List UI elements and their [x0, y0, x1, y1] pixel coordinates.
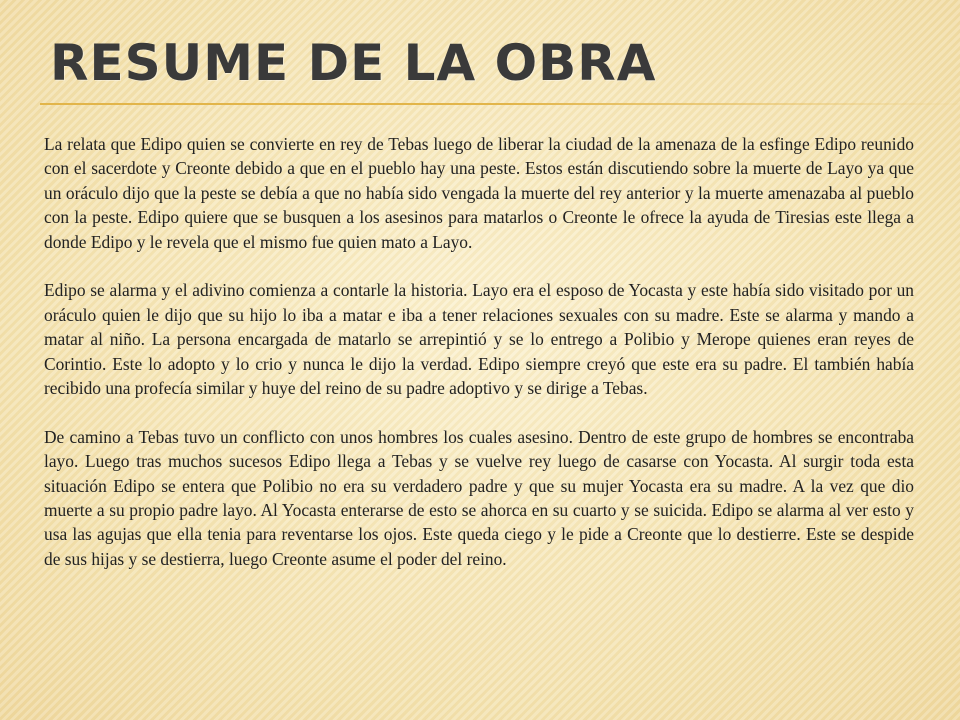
slide-body: [44, 132, 914, 596]
title-underline: [40, 103, 510, 105]
slide-title: RESUME DE LA OBRA: [50, 34, 657, 92]
body-paragraph-2: Edipo se alarma y el adivino comienza a contarle la historia. Layo era el esposo de Yocasta y este había sido visitado por un oráculo quien le dijo que su hijo lo iba a matar e iba a tener relaciones sexuales con su madre. Este se alarma y mando a matar al niño. La persona encargada de matarlo se arrepintió y se lo entrego a Polibio y Merope quienes eran reyes de Corintio. Este lo adopto y lo crio y nunca le dijo la verdad. Edipo siempre creyó que este era su padre. El también había recibido una profecía similar y huye del reino de su padre adoptivo y se dirige a Tebas.: [44, 280, 914, 399]
body-paragraph-1: La relata que Edipo quien se convierte en rey de Tebas luego de liberar la ciudad de la amenaza de la esfinge Edipo reunido con el sacerdote y Creonte debido a que en el pueblo hay una peste. Estos están discutiendo sobre la muerte de Layo ya que un oráculo dijo que la peste se debía a que no había sido vengada la muerte del rey anterior y la muerte amenazaba al pueblo con la peste. Edipo quiere que se busquen a los asesinos para matarlos o Creonte le ofrece la ayuda de Tiresias este llega a donde Edipo y le revela que el mismo fue quien mato a Layo.: [44, 134, 914, 252]
body-paragraph-3: De camino a Tebas tuvo un conflicto con unos hombres los cuales asesino. Dentro de este grupo de hombres se encontraba layo. Luego tras muchos sucesos Edipo llega a Tebas y se vuelve rey luego de casarse con Yocasta. Al surgir toda esta situación Edipo se entera que Polibio no era su verdadero padre y que su mujer Yocasta era su madre. A la vez que dio muerte a su propio padre layo. Al Yocasta enterarse de esto se ahorca en su cuarto y se suicida. Edipo se alarma al ver esto y usa las agujas que ella tenia para reventarse los ojos. Este queda ciego y le pide a Creonte que lo destierre. Este se despide de sus hijas y se destierra, luego Creonte asume el poder del reino.: [44, 426, 914, 569]
